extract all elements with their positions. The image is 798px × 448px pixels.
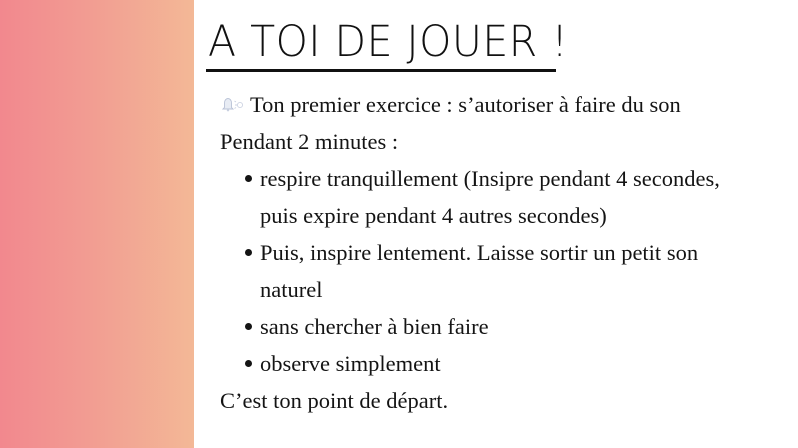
closing-text: C’est ton point de départ.: [220, 388, 449, 413]
list-item-line: sans chercher à bien faire: [260, 314, 489, 339]
exercise-intro-text: Ton premier exercice : s’autoriser à faire du son: [250, 92, 681, 117]
list-item: [220, 308, 780, 345]
list-item-line: observe simplement: [260, 351, 441, 376]
slide-title: A TOI DE JOUER !: [208, 16, 569, 67]
duration-text: Pendant 2 minutes :: [220, 129, 399, 154]
slide-body: [220, 86, 780, 419]
exercise-intro-line: [220, 86, 780, 123]
list-item-line: naturel: [260, 277, 323, 302]
list-item: [220, 160, 780, 234]
slide-content: [206, 0, 786, 448]
gradient-side-panel: [0, 0, 194, 448]
list-item-line: puis expire pendant 4 autres secondes): [260, 203, 607, 228]
instruction-list: [220, 160, 780, 382]
list-item-line: Puis, inspire lentement. Laisse sortir un petit son: [260, 240, 699, 265]
list-item-line: respire tranquillement (Insipre pendant 4 secondes,: [260, 166, 720, 191]
bell-icon: [220, 96, 244, 112]
title-underline: [206, 69, 556, 72]
list-item: [220, 234, 780, 308]
list-item: [220, 345, 780, 382]
